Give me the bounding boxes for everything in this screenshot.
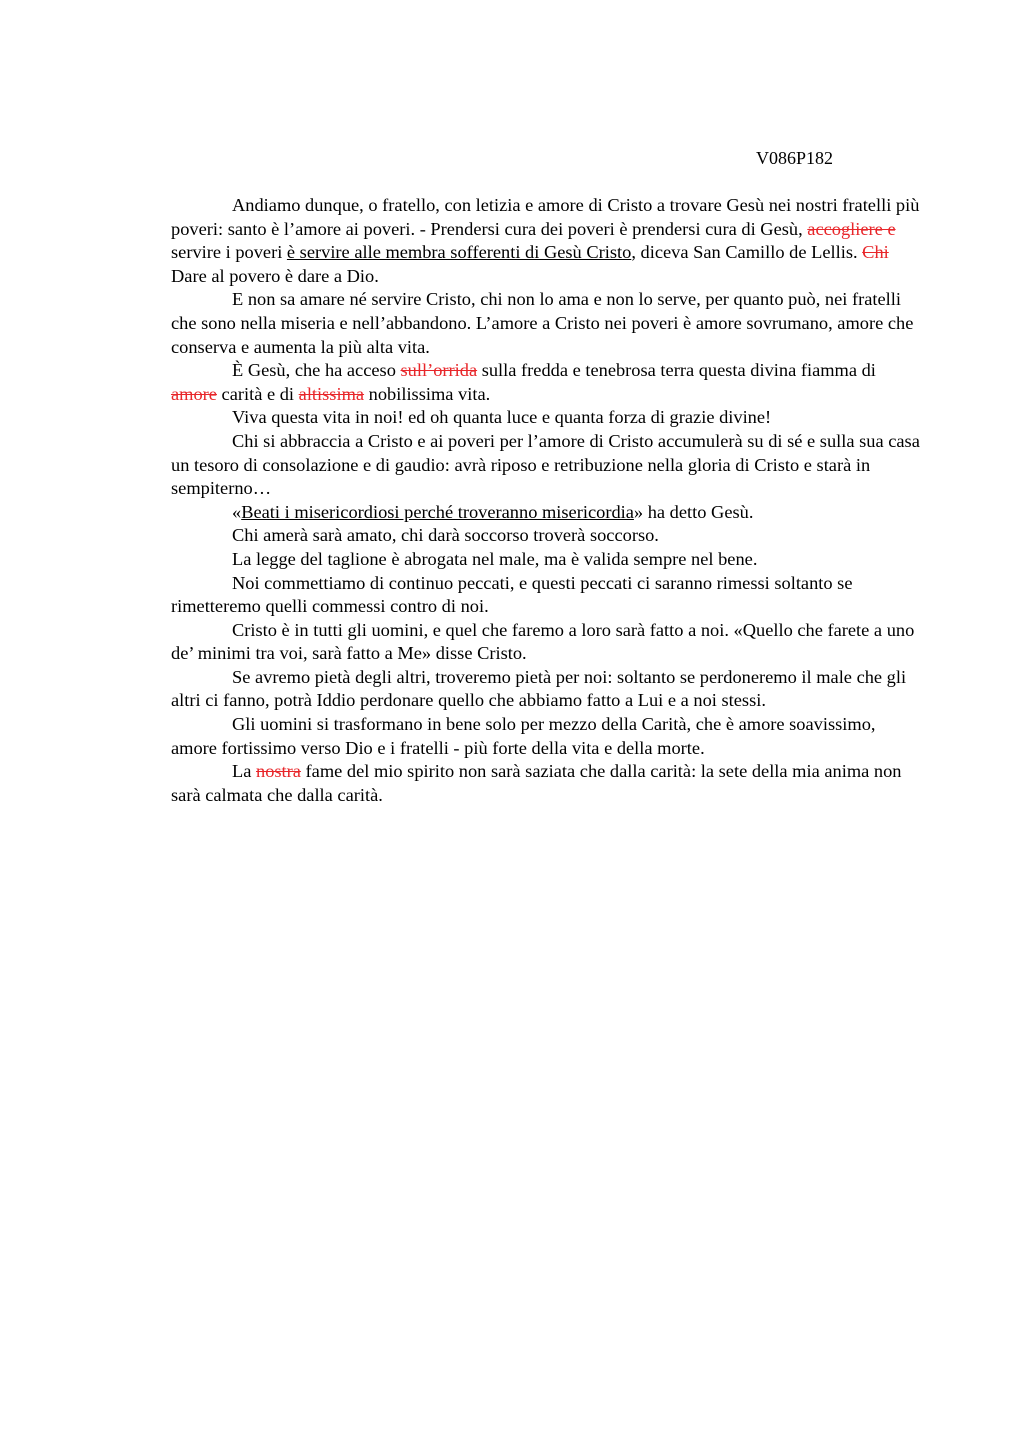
text-run: Cristo è in tutti gli uomini, e quel che faremo a loro sarà fatto a noi. «Quello che farete a uno de’ minimi tra voi, sarà fatto a Me» disse Cristo. — [171, 619, 915, 664]
text-run: Se avremo pietà degli altri, troveremo pietà per noi: soltanto se perdoneremo il male che gli altri ci fanno, potrà Iddio perdonare quello che abbiamo fatto a Lui e a noi stessi. — [171, 666, 907, 711]
paragraph — [171, 430, 923, 501]
paragraph — [171, 760, 923, 807]
document-body — [171, 194, 923, 807]
text-run: sulla fredda e tenebrosa terra questa divina fiamma di — [477, 360, 876, 381]
deleted-text: altissima — [298, 383, 365, 404]
deleted-text: amore — [171, 383, 217, 404]
text-run: Chi si abbraccia a Cristo e ai poveri per l’amore di Cristo accumulerà su di sé e sulla sua casa un tesoro di consolazione e di gaudio: avrà riposo e retribuzione nella gloria di Cristo e starà in sempiterno… — [171, 430, 920, 499]
text-run: Dare al povero è dare a Dio. — [171, 265, 379, 286]
underlined-text: è servire alle membra sofferenti di Gesù Cristo — [286, 242, 632, 263]
text-run: Andiamo dunque, o fratello, con letizia e amore di Cristo a trovare Gesù nei nostri fratelli più poveri: santo è l’amore ai poveri. - Prendersi cura dei poveri è prendersi cura di Gesù, — [171, 195, 920, 239]
deleted-text: sull’orrida — [400, 360, 478, 381]
paragraph — [171, 359, 923, 406]
text-run: Gli uomini si trasformano in bene solo per mezzo della Carità, che è amore soavissimo, amore fortissimo verso Dio e i fratelli - più forte della vita e della morte. — [171, 714, 876, 758]
text-run: La — [232, 761, 256, 782]
paragraph — [171, 524, 923, 548]
text-run: Noi commettiamo di continuo peccati, e questi peccati ci saranno rimessi soltanto se rimetteremo quelli commessi contro di noi. — [171, 572, 853, 617]
text-run: Viva questa vita in noi! ed oh quanta luce e quanta forza di grazie divine! — [232, 407, 772, 428]
deleted-text: Chi — [862, 242, 889, 263]
text-run: E non sa amare né servire Cristo, chi non lo ama e non lo serve, per quanto può, nei fratelli che sono nella miseria e nell’abbandono. L’amore a Cristo nei poveri è amore sovrumano, amore che conserva e aumenta la più alta vita. — [171, 289, 914, 357]
text-run: , diceva San Camillo de Lellis. — [631, 242, 863, 263]
text-run: « — [232, 501, 242, 522]
paragraph — [171, 194, 923, 288]
paragraph — [171, 501, 923, 525]
text-run: » ha detto Gesù. — [633, 501, 754, 522]
text-run: carità e di — [216, 383, 299, 404]
text-run: nobilissima vita. — [364, 383, 491, 404]
paragraph — [171, 406, 923, 430]
text-run: fame del mio spirito non sarà saziata che dalla carità: la sete della mia anima non sarà calmata che dalla carità. — [171, 761, 902, 805]
text-run: È Gesù, che ha acceso — [232, 360, 401, 381]
page-identifier: V086P182 — [756, 148, 834, 168]
paragraph — [171, 572, 923, 619]
text-run: servire i poveri — [171, 242, 287, 263]
text-run: La legge del taglione è abrogata nel male, ma è valida sempre nel bene. — [232, 548, 758, 569]
text-run: Chi amerà sarà amato, chi darà soccorso troverà soccorso. — [232, 525, 659, 546]
paragraph — [171, 713, 923, 760]
paragraph — [171, 548, 923, 572]
paragraph — [171, 666, 923, 713]
paragraph — [171, 619, 923, 666]
deleted-text: accogliere e — [807, 218, 896, 239]
paragraph — [171, 288, 923, 359]
deleted-text: nostra — [256, 761, 301, 782]
underlined-text: Beati i misericordiosi perché troveranno misericordia — [241, 501, 634, 522]
